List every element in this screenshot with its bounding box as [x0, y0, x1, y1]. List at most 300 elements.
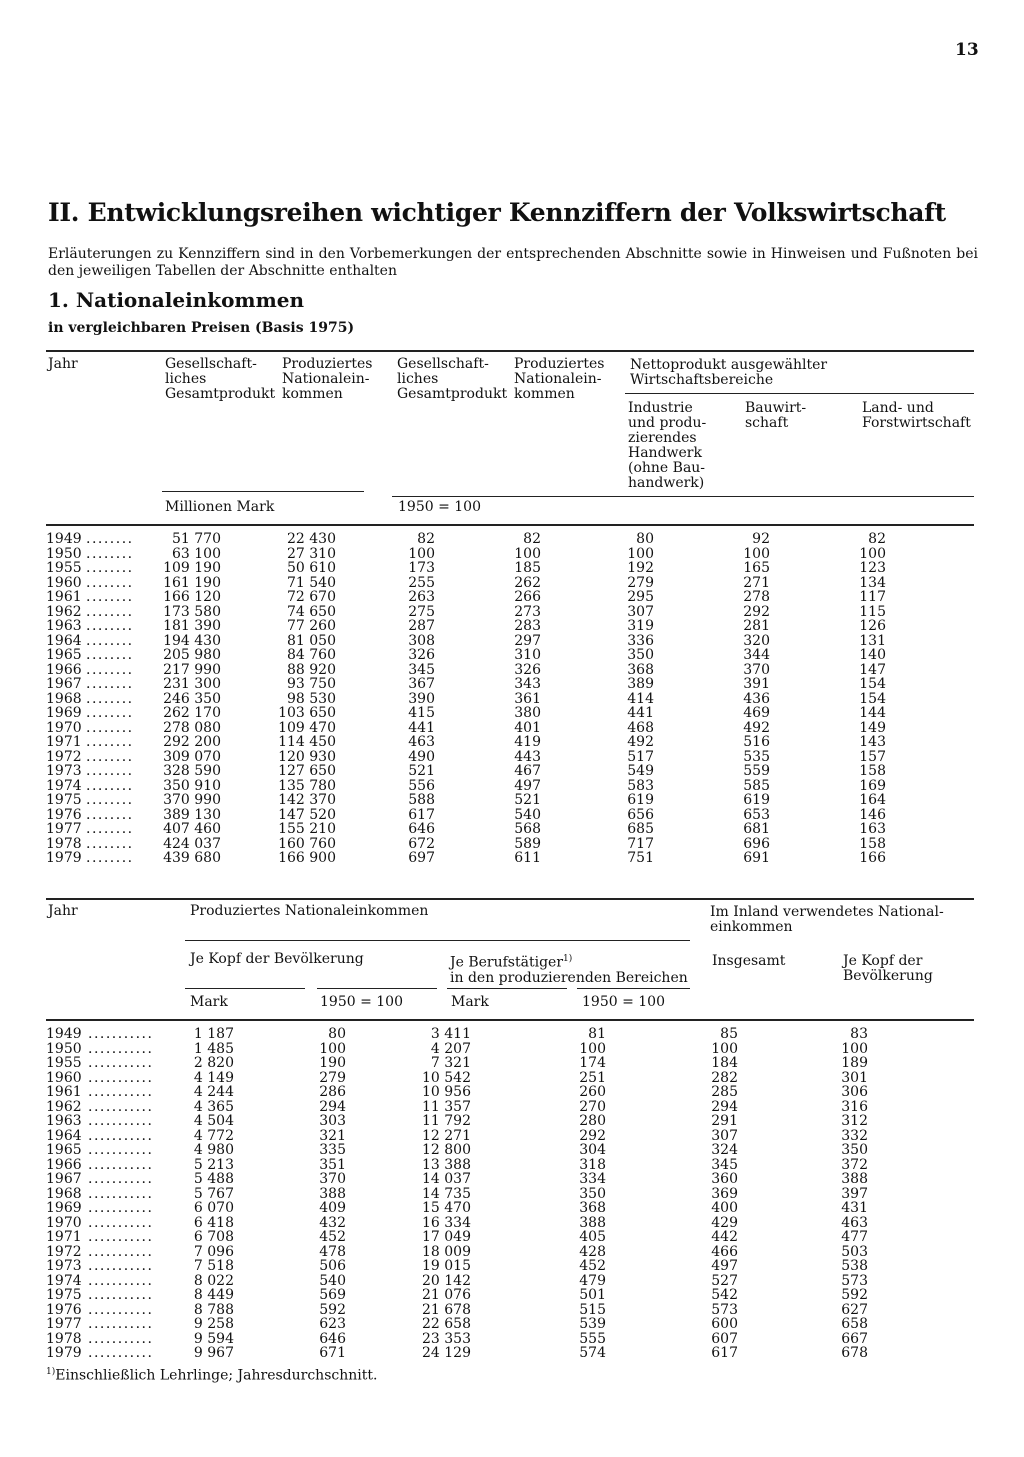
table-cell: 262	[514, 574, 541, 591]
footnote	[46, 1367, 377, 1384]
table-cell: 80	[636, 531, 654, 547]
table-cell: 409	[319, 1200, 346, 1216]
table-cell: 316	[841, 1098, 868, 1115]
table-cell: 619	[743, 792, 770, 808]
table-cell: 185	[514, 560, 541, 576]
leader-dots: ........	[86, 690, 134, 707]
table-cell: 429	[711, 1214, 738, 1231]
table-cell: 154	[859, 690, 886, 707]
row-year: 1955	[46, 560, 82, 576]
table-cell: 569	[319, 1287, 346, 1303]
table-cell: 4 149	[193, 1069, 234, 1086]
table-cell: 100	[859, 545, 886, 562]
table-cell: 126	[859, 618, 886, 634]
row-year: 1976	[46, 1301, 82, 1318]
table-cell: 627	[841, 1301, 868, 1318]
table-cell: 441	[408, 719, 435, 736]
leader-dots: ........	[86, 705, 134, 721]
leader-dots: ...........	[88, 1113, 154, 1129]
table-cell: 281	[743, 618, 770, 634]
t1-col-bau: Bauwirt- schaft	[745, 400, 807, 431]
table-cell: 463	[408, 734, 435, 750]
table-cell: 415	[408, 705, 435, 721]
table-cell: 20 142	[422, 1272, 471, 1289]
table-cell: 5 488	[193, 1171, 234, 1187]
table-cell: 516	[743, 734, 770, 750]
table-cell: 146	[859, 806, 886, 823]
table-cell: 255	[408, 574, 435, 591]
t1-col-land: Land- und Forstwirtschaft	[862, 400, 971, 431]
leader-dots: ........	[86, 792, 134, 808]
table-row	[46, 663, 976, 678]
table-cell: 120 930	[278, 748, 336, 765]
leader-dots: ...........	[88, 1287, 154, 1303]
table-cell: 14 037	[422, 1171, 471, 1187]
row-year: 1955	[46, 1055, 82, 1071]
table-cell: 8 788	[193, 1301, 234, 1318]
table-cell: 623	[319, 1316, 346, 1332]
table-cell: 74 650	[287, 603, 336, 620]
table-row	[46, 1172, 976, 1187]
table-cell: 592	[319, 1301, 346, 1318]
table-cell: 166 900	[278, 850, 336, 866]
leader-dots: ...........	[88, 1069, 154, 1086]
leader-dots: ........	[86, 647, 134, 663]
table-cell: 658	[841, 1316, 868, 1332]
table-cell: 671	[319, 1345, 346, 1361]
table-cell: 691	[743, 850, 770, 866]
table-cell: 9 967	[193, 1345, 234, 1361]
table-cell: 135 780	[278, 777, 336, 794]
table-cell: 279	[319, 1069, 346, 1086]
table-cell: 611	[514, 850, 541, 866]
table-cell: 181 390	[163, 618, 221, 634]
table-cell: 83	[850, 1026, 868, 1042]
table1-body	[46, 532, 976, 866]
table-cell: 6 070	[193, 1200, 234, 1216]
table-cell: 452	[579, 1258, 606, 1274]
table-cell: 318	[579, 1156, 606, 1173]
table-cell: 154	[859, 676, 886, 692]
table-cell: 263	[408, 589, 435, 605]
leader-dots: ........	[86, 574, 134, 591]
table-cell: 295	[627, 589, 654, 605]
table-cell: 15 470	[422, 1200, 471, 1216]
t2-unit-rule-4	[577, 988, 690, 989]
table-row	[46, 793, 976, 808]
table-cell: 165	[743, 560, 770, 576]
row-year: 1967	[46, 676, 82, 692]
table-cell: 11 357	[422, 1098, 471, 1115]
t2-unit-rule-2	[317, 988, 437, 989]
table-cell: 388	[579, 1214, 606, 1231]
t2-col-beruf	[450, 952, 690, 986]
t2-unit-mark1: Mark	[190, 994, 228, 1010]
leader-dots: ...........	[88, 1272, 154, 1289]
table-cell: 667	[841, 1330, 868, 1347]
section-title: 1. Nationaleinkommen	[48, 288, 305, 312]
row-year: 1973	[46, 1258, 82, 1274]
table-row	[46, 779, 976, 794]
t1-unit-mio: Millionen Mark	[165, 499, 275, 515]
table-cell: 6 418	[193, 1214, 234, 1231]
table-row	[46, 1303, 976, 1318]
table-cell: 7 518	[193, 1258, 234, 1274]
t2-unit-rule-1	[185, 988, 305, 989]
table-cell: 4 980	[193, 1142, 234, 1158]
table-row	[46, 605, 976, 620]
leader-dots: ...........	[88, 1098, 154, 1115]
row-year: 1965	[46, 1142, 82, 1158]
table-cell: 559	[743, 763, 770, 779]
table-cell: 5 213	[193, 1156, 234, 1173]
row-year: 1969	[46, 705, 82, 721]
table-row	[46, 634, 976, 649]
t2-col-kopf: Je Kopf der Bevölkerung	[190, 951, 364, 967]
table-cell: 527	[711, 1272, 738, 1289]
table-row	[46, 590, 976, 605]
table-cell: 100	[514, 545, 541, 562]
leader-dots: ...........	[88, 1243, 154, 1260]
table-cell: 270	[579, 1098, 606, 1115]
table-cell: 542	[711, 1287, 738, 1303]
table-cell: 306	[841, 1084, 868, 1100]
row-year: 1950	[46, 545, 82, 562]
table-cell: 307	[711, 1127, 738, 1144]
table-cell: 556	[408, 777, 435, 794]
t2-unit-index2: 1950 = 100	[582, 994, 665, 1010]
t2-col-prod: Produziertes Nationaleinkommen	[190, 903, 429, 919]
table-row	[46, 735, 976, 750]
table-cell: 334	[579, 1171, 606, 1187]
table-row	[46, 1245, 976, 1260]
table-cell: 84 760	[287, 647, 336, 663]
leader-dots: ...........	[88, 1330, 154, 1347]
table-cell: 607	[711, 1330, 738, 1347]
table-row	[46, 1216, 976, 1231]
table-cell: 8 022	[193, 1272, 234, 1289]
leader-dots: ........	[86, 661, 134, 678]
table-cell: 142 370	[278, 792, 336, 808]
table-cell: 407 460	[163, 821, 221, 837]
table-row	[46, 547, 976, 562]
t2-col-insg: Insgesamt	[712, 953, 786, 969]
table-cell: 320	[743, 632, 770, 649]
table-cell: 77 260	[287, 618, 336, 634]
table-cell: 173	[408, 560, 435, 576]
row-year: 1961	[46, 1084, 82, 1100]
table-cell: 517	[627, 748, 654, 765]
table-cell: 292	[579, 1127, 606, 1144]
table-cell: 573	[711, 1301, 738, 1318]
t1-unit-rule-left	[162, 491, 364, 492]
row-year: 1949	[46, 531, 82, 547]
table-cell: 16 334	[422, 1214, 471, 1231]
table-cell: 4 244	[193, 1084, 234, 1100]
table-row	[46, 1042, 976, 1057]
table-cell: 51 770	[172, 531, 221, 547]
table-cell: 80	[328, 1026, 346, 1042]
table-cell: 6 708	[193, 1229, 234, 1245]
table-cell: 27 310	[287, 545, 336, 562]
table-cell: 369	[711, 1185, 738, 1202]
table-cell: 370 990	[163, 792, 221, 808]
table-row	[46, 1129, 976, 1144]
row-year: 1968	[46, 1185, 82, 1202]
leader-dots: ........	[86, 618, 134, 634]
table-cell: 82	[417, 531, 435, 547]
table-cell: 166	[859, 850, 886, 866]
table-cell: 82	[868, 531, 886, 547]
table-cell: 1 187	[193, 1026, 234, 1042]
table-cell: 71 540	[287, 574, 336, 591]
table-cell: 492	[743, 719, 770, 736]
table-row	[46, 750, 976, 765]
table-cell: 619	[627, 792, 654, 808]
table-cell: 166 120	[163, 589, 221, 605]
table-cell: 309 070	[163, 748, 221, 765]
row-year: 1970	[46, 719, 82, 736]
table-cell: 17 049	[422, 1229, 471, 1245]
table-row	[46, 1274, 976, 1289]
table-cell: 344	[743, 647, 770, 663]
table-row	[46, 822, 976, 837]
table-cell: 155 210	[278, 821, 336, 837]
leader-dots: ...........	[88, 1301, 154, 1318]
table-cell: 246 350	[163, 690, 221, 707]
table-row	[46, 1346, 976, 1361]
row-year: 1979	[46, 850, 82, 866]
table-cell: 492	[627, 734, 654, 750]
table-row	[46, 1158, 976, 1173]
leader-dots: ........	[86, 531, 134, 547]
t2-header-bottom-rule	[46, 1019, 974, 1021]
t1-unit-rule-right	[392, 496, 974, 497]
table-cell: 275	[408, 603, 435, 620]
table-cell: 574	[579, 1345, 606, 1361]
table-cell: 568	[514, 821, 541, 837]
table-cell: 287	[408, 618, 435, 634]
leader-dots: ...........	[88, 1084, 154, 1100]
table-cell: 350	[579, 1185, 606, 1202]
table1-bottom-rule	[46, 898, 974, 900]
table-cell: 50 610	[287, 560, 336, 576]
table-row	[46, 1259, 976, 1274]
table-cell: 169	[859, 777, 886, 794]
table-cell: 751	[627, 850, 654, 866]
table-cell: 308	[408, 632, 435, 649]
table-cell: 468	[627, 719, 654, 736]
table-row	[46, 561, 976, 576]
table-cell: 617	[711, 1345, 738, 1361]
table-cell: 681	[743, 821, 770, 837]
table-cell: 685	[627, 821, 654, 837]
table-cell: 100	[743, 545, 770, 562]
footnote-marker: 1)	[46, 1367, 56, 1377]
table-cell: 114 450	[278, 734, 336, 750]
table-cell: 286	[319, 1084, 346, 1100]
table-cell: 600	[711, 1316, 738, 1332]
leader-dots: ...........	[88, 1214, 154, 1231]
table-cell: 189	[841, 1055, 868, 1071]
row-year: 1964	[46, 1127, 82, 1144]
table-row	[46, 532, 976, 547]
row-year: 1972	[46, 748, 82, 765]
table-cell: 319	[627, 618, 654, 634]
table-cell: 351	[319, 1156, 346, 1173]
table-cell: 653	[743, 806, 770, 823]
table-cell: 469	[743, 705, 770, 721]
table-cell: 466	[711, 1243, 738, 1260]
table-cell: 144	[859, 705, 886, 721]
table-cell: 164	[859, 792, 886, 808]
table-cell: 294	[711, 1098, 738, 1115]
table-cell: 100	[627, 545, 654, 562]
table-cell: 123	[859, 560, 886, 576]
row-year: 1965	[46, 647, 82, 663]
table-cell: 439 680	[163, 850, 221, 866]
table-row	[46, 1027, 976, 1042]
table-cell: 391	[743, 676, 770, 692]
table-cell: 368	[627, 661, 654, 678]
leader-dots: ........	[86, 560, 134, 576]
leader-dots: ...........	[88, 1185, 154, 1202]
table-cell: 262 170	[163, 705, 221, 721]
table-row	[46, 1288, 976, 1303]
table-cell: 324	[711, 1142, 738, 1158]
table1-top-rule	[46, 350, 974, 352]
row-year: 1962	[46, 1098, 82, 1115]
table-cell: 88 920	[287, 661, 336, 678]
leader-dots: ........	[86, 763, 134, 779]
leader-dots: ........	[86, 589, 134, 605]
row-year: 1970	[46, 1214, 82, 1231]
table-cell: 503	[841, 1243, 868, 1260]
table-cell: 143	[859, 734, 886, 750]
table-cell: 310	[514, 647, 541, 663]
table-cell: 161 190	[163, 574, 221, 591]
t1-col-ni2: Produziertes Nationalein- kommen	[514, 356, 605, 402]
t1-col-gp2: Gesellschaft- liches Gesamtprodukt	[397, 356, 508, 402]
table-cell: 93 750	[287, 676, 336, 692]
section-subtitle: in vergleichbaren Preisen (Basis 1975)	[48, 320, 355, 336]
leader-dots: ...........	[88, 1345, 154, 1361]
table-cell: 424 037	[163, 835, 221, 852]
table-cell: 174	[579, 1055, 606, 1071]
table-cell: 345	[408, 661, 435, 678]
footnote-text: Einschließlich Lehrlinge; Jahresdurchschnitt.	[55, 1367, 378, 1384]
table-cell: 81	[588, 1026, 606, 1042]
table-cell: 278	[743, 589, 770, 605]
table-cell: 285	[711, 1084, 738, 1100]
t1-unit-index: 1950 = 100	[398, 499, 481, 515]
row-year: 1960	[46, 574, 82, 591]
table-cell: 294	[319, 1098, 346, 1115]
table-cell: 109 470	[278, 719, 336, 736]
table-cell: 332	[841, 1127, 868, 1144]
leader-dots: ........	[86, 545, 134, 562]
table-cell: 321	[319, 1127, 346, 1144]
table-cell: 149	[859, 719, 886, 736]
leader-dots: ........	[86, 835, 134, 852]
table-cell: 443	[514, 748, 541, 765]
table-row	[46, 1143, 976, 1158]
table-row	[46, 721, 976, 736]
leader-dots: ...........	[88, 1171, 154, 1187]
table-cell: 360	[711, 1171, 738, 1187]
table-cell: 467	[514, 763, 541, 779]
table-cell: 540	[514, 806, 541, 823]
row-year: 1966	[46, 1156, 82, 1173]
table-cell: 10 542	[422, 1069, 471, 1086]
table-cell: 335	[319, 1142, 346, 1158]
table-cell: 160 760	[278, 835, 336, 852]
table-cell: 397	[841, 1185, 868, 1202]
table-cell: 9 594	[193, 1330, 234, 1347]
table-cell: 477	[841, 1229, 868, 1245]
leader-dots: ........	[86, 821, 134, 837]
table-cell: 12 800	[422, 1142, 471, 1158]
table-cell: 697	[408, 850, 435, 866]
table-cell: 436	[743, 690, 770, 707]
table-cell: 585	[743, 777, 770, 794]
table-cell: 388	[841, 1171, 868, 1187]
table-cell: 479	[579, 1272, 606, 1289]
table-row	[46, 706, 976, 721]
table-cell: 442	[711, 1229, 738, 1245]
table-cell: 521	[408, 763, 435, 779]
table-cell: 307	[627, 603, 654, 620]
table-cell: 540	[319, 1272, 346, 1289]
table-cell: 297	[514, 632, 541, 649]
table-cell: 292 200	[163, 734, 221, 750]
table-cell: 301	[841, 1069, 868, 1086]
row-year: 1949	[46, 1026, 82, 1042]
table-cell: 589	[514, 835, 541, 852]
row-year: 1966	[46, 661, 82, 678]
row-year: 1979	[46, 1345, 82, 1361]
row-year: 1967	[46, 1171, 82, 1187]
leader-dots: ........	[86, 734, 134, 750]
table-cell: 192	[627, 560, 654, 576]
table-cell: 9 258	[193, 1316, 234, 1332]
t2-col-inland: Im Inland verwendetes National- einkommen	[710, 904, 944, 935]
row-year: 1971	[46, 1229, 82, 1245]
table-cell: 279	[627, 574, 654, 591]
table-cell: 583	[627, 777, 654, 794]
table-cell: 72 670	[287, 589, 336, 605]
table-cell: 521	[514, 792, 541, 808]
table-cell: 8 449	[193, 1287, 234, 1303]
table-cell: 5 767	[193, 1185, 234, 1202]
table-cell: 157	[859, 748, 886, 765]
table-cell: 4 504	[193, 1113, 234, 1129]
table-cell: 134	[859, 574, 886, 591]
row-year: 1969	[46, 1200, 82, 1216]
table-cell: 194 430	[163, 632, 221, 649]
leader-dots: ...........	[88, 1316, 154, 1332]
table-cell: 140	[859, 647, 886, 663]
table-cell: 370	[743, 661, 770, 678]
table-cell: 147	[859, 661, 886, 678]
row-year: 1978	[46, 1330, 82, 1347]
table-row	[46, 1071, 976, 1086]
row-year: 1975	[46, 792, 82, 808]
table-cell: 184	[711, 1055, 738, 1071]
leader-dots: ........	[86, 632, 134, 649]
table-cell: 432	[319, 1214, 346, 1231]
table-cell: 205 980	[163, 647, 221, 663]
